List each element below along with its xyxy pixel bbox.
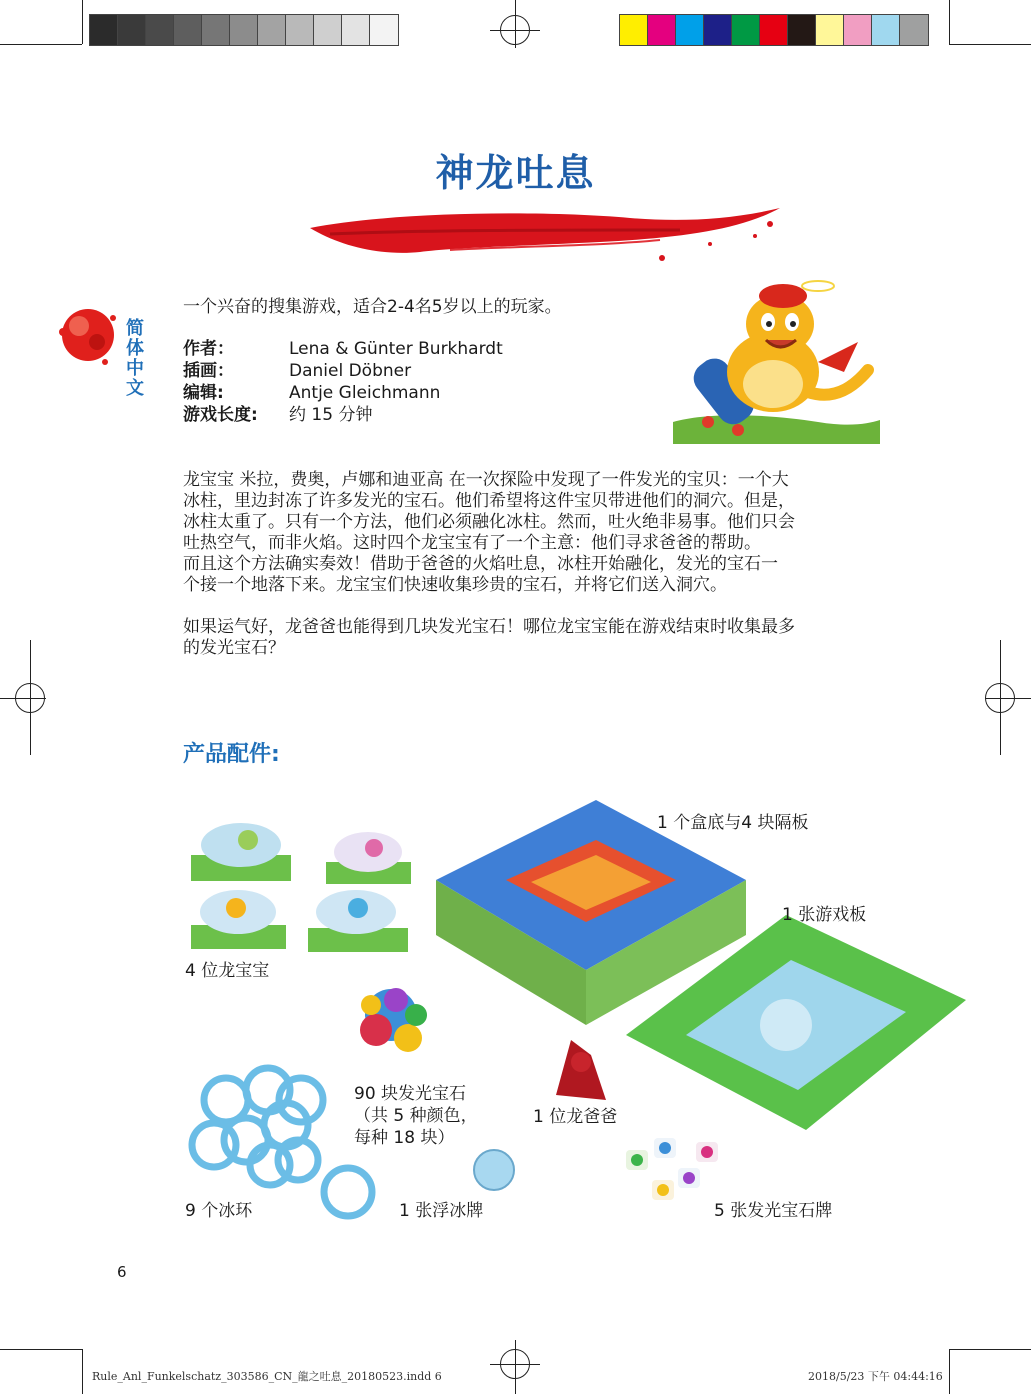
color-swatch [342,15,370,45]
intro-text: 一个兴奋的搜集游戏，适合2-4名5岁以上的玩家。 [183,297,562,317]
color-swatch [118,15,146,45]
page-title: 神龙吐息 [435,151,596,195]
color-swatch [760,15,788,45]
components-heading: 产品配件: [183,742,280,767]
color-swatch [704,15,732,45]
baby-dragon-figures [191,823,411,952]
color-swatch [258,15,286,45]
gems-line: 90 块发光宝石 [354,1084,467,1104]
credit-value: 约 15 分钟 [289,405,373,425]
red-brush-stroke-icon [300,200,790,270]
components-illustration [186,800,966,1230]
label-gem-tiles: 5 张发光宝石牌 [714,1201,833,1221]
story-line: 吐热空气，而非火焰。这时四个龙宝宝有了一个主意：他们寻求爸爸的帮助。 [183,533,761,553]
label-papa: 1 位龙爸爸 [533,1107,618,1127]
label-floe: 1 张浮冰牌 [399,1201,484,1221]
color-swatch [370,15,398,45]
color-swatch [900,15,928,45]
gems-line: 每种 18 块） [354,1128,455,1148]
ice-floe-tile [474,1150,514,1190]
story-line: 个接一个地落下来。龙宝宝们快速收集珍贵的宝石，并将它们送入洞穴。 [183,575,727,595]
color-swatch [732,15,760,45]
color-swatch [844,15,872,45]
story-paragraph [183,470,923,596]
gems-line: （共 5 种颜色， [354,1106,478,1126]
red-paint-splat-icon [55,302,121,368]
credit-value: Lena & Günter Burkhardt [289,339,503,359]
story-paragraph [183,617,923,659]
credit-value: Antje Gleichmann [289,383,441,403]
color-swatch [648,15,676,45]
label-rings: 9 个冰环 [185,1201,253,1221]
credit-row [183,404,503,426]
story-line: 而且这个方法确实奏效！借助于爸爸的火焰吐息，冰柱开始融化，发光的宝石一 [183,554,778,574]
color-swatch [286,15,314,45]
story-line: 的发光宝石？ [183,638,285,658]
story-line: 冰柱，里边封冻了许多发光的宝石。他们希望将这件宝贝带进他们的洞穴。但是， [183,491,795,511]
baby-dragon-skateboard-illustration [668,272,883,452]
footer-filename: Rule_Anl_Funkelschatz_303586_CN_龍之吐息_20180523.indd 6 [92,1370,442,1383]
cmyk-color-bar [619,14,929,46]
page-number: 6 [117,1263,127,1281]
label-board: 1 张游戏板 [782,905,867,925]
color-swatch [816,15,844,45]
credit-row [183,382,503,404]
color-swatch [314,15,342,45]
credit-label: 游戏长度: [183,405,258,425]
color-swatch [174,15,202,45]
gem-tiles [626,1138,718,1200]
story-line: 冰柱太重了。只有一个方法，他们必须融化冰柱。然而，吐火绝非易事。他们只会 [183,512,795,532]
color-swatch [676,15,704,45]
color-swatch [788,15,816,45]
color-swatch [230,15,258,45]
color-swatch [202,15,230,45]
story-line: 龙宝宝 米拉，费奥，卢娜和迪亚高 在一次探险中发现了一件发光的宝贝：一个大 [183,470,789,490]
credit-row [183,338,503,360]
credit-row [183,360,503,382]
story-text [183,470,923,680]
credit-label: 编辑: [183,383,224,403]
ice-rings [192,1068,372,1216]
color-swatch [872,15,900,45]
color-swatch [146,15,174,45]
label-box: 1 个盒底与4 块隔板 [657,813,809,833]
language-tab: 简体中文 [123,318,144,398]
color-swatch [620,15,648,45]
credit-label: 插画： [183,361,234,381]
grayscale-color-bar [89,14,399,46]
footer-timestamp: 2018/5/23 下午 04:44:16 [808,1370,943,1383]
credit-value: Daniel Döbner [289,361,412,381]
glowing-gems-pile [360,988,427,1052]
label-baby-dragons: 4 位龙宝宝 [185,961,270,981]
label-gems [354,1083,478,1149]
papa-dragon-figure [556,1040,606,1100]
story-line: 如果运气好，龙爸爸也能得到几块发光宝石！哪位龙宝宝能在游戏结束时收集最多 [183,617,795,637]
credit-label: 作者： [183,339,234,359]
color-swatch [90,15,118,45]
credits-list [183,338,503,426]
